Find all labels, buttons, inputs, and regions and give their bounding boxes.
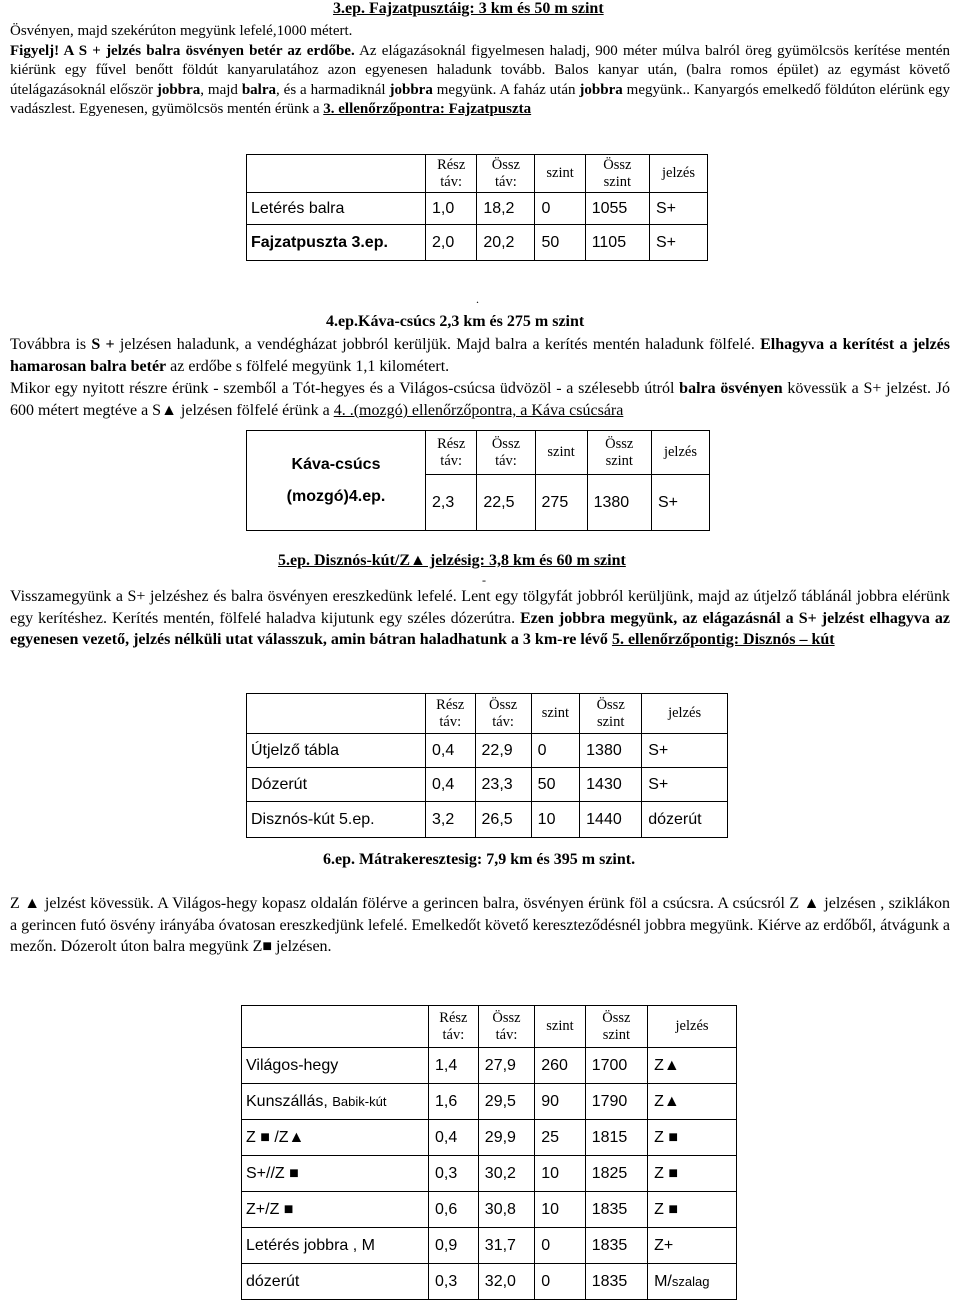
header-ossz: Össz táv: bbox=[477, 431, 535, 475]
cell-jelzes: Z ■ bbox=[648, 1120, 737, 1156]
table-header-row bbox=[247, 155, 708, 193]
cell-ossz: 22,9 bbox=[475, 734, 531, 768]
table-row bbox=[247, 734, 728, 768]
table-row bbox=[242, 1048, 737, 1084]
cell-ossz: 20,2 bbox=[477, 225, 535, 261]
section-4-bold: Elhagyva a kerítést a jelzés hamarosan balra betér bbox=[10, 336, 951, 375]
cell-osszszint: 1835 bbox=[585, 1228, 647, 1264]
cell-name: Disznós-kút 5.ep. bbox=[247, 802, 426, 838]
section-4-text-part: kövessük a S+ jelzést. Jó 600 métert megtéve a S▲ jelzésen fölfelé érünk a bbox=[10, 380, 950, 419]
cell-jelzes: S+ bbox=[642, 768, 728, 802]
cell-szint: 25 bbox=[535, 1120, 585, 1156]
cell-name: Z ■ /Z▲ bbox=[242, 1120, 429, 1156]
cell-ossz: 23,3 bbox=[475, 768, 531, 802]
cell-ossz: 29,9 bbox=[478, 1120, 534, 1156]
cell-name: Útjelző tábla bbox=[247, 734, 426, 768]
cell-resz: 0,4 bbox=[426, 734, 476, 768]
table-row bbox=[242, 1156, 737, 1192]
cell-jelzes: dózerút bbox=[642, 802, 728, 838]
cell-osszszint: 1700 bbox=[585, 1048, 647, 1084]
cell-szint: 50 bbox=[531, 768, 579, 802]
cell-resz: 3,2 bbox=[426, 802, 476, 838]
cell-jelzes: M/szalag bbox=[648, 1264, 737, 1300]
section-3-checkpoint: 3. ellenőrzőpontra: Fajzatpuszta bbox=[323, 101, 532, 117]
table-row bbox=[247, 193, 708, 225]
section-4-text-part: jelzésen haladunk, a vendégházat jobbról kerüljük. Majd balra a kerítés mentén haladunk fölfelé. bbox=[114, 336, 761, 353]
section-3-jobbra: jobbra bbox=[389, 81, 433, 98]
section-3-text-part: megyünk.. Kanyargós emelkedő földúton elérünk egy vadászlest. Egyenesen, gyümölcsös mentén érünk a bbox=[10, 81, 951, 117]
cell-jelzes: Z▲ bbox=[648, 1048, 737, 1084]
section-4-text-part: Mikor egy nyitott részre érünk - szemből a Tót-hegyes és a Világos-csúcsa üdvözöl - a szélesebb útról bbox=[10, 380, 680, 397]
header-osszszint: Össz szint bbox=[585, 155, 649, 193]
cell-jelzes: S+ bbox=[642, 734, 728, 768]
table-row bbox=[247, 768, 728, 802]
cell-osszszint: 1055 bbox=[585, 193, 649, 225]
cell-name: Letérés balra bbox=[247, 193, 426, 225]
cell-szint: 0 bbox=[535, 1228, 585, 1264]
cell-ossz: 18,2 bbox=[477, 193, 535, 225]
cell-resz: 0,4 bbox=[426, 768, 476, 802]
section-5-heading: 5.ep. Disznós-kút/Z▲ jelzésig: 3,8 km és 60 m szint bbox=[278, 552, 626, 569]
cell-jelzes: S+ bbox=[651, 475, 709, 531]
header-resz: Rész táv: bbox=[426, 694, 476, 734]
table-disznos-kut bbox=[246, 693, 728, 838]
table-row bbox=[242, 1120, 737, 1156]
section-5-checkpoint: 5. ellenőrzőpontig: Disznós – kút bbox=[611, 631, 835, 648]
section-3-balra: balra bbox=[241, 81, 276, 98]
table-row bbox=[247, 225, 708, 261]
cell-name: Kunszállás, Babik-kút bbox=[242, 1084, 429, 1120]
cell-resz: 0,6 bbox=[429, 1192, 479, 1228]
section-4-text-part: az erdőbe s fölfelé megyünk 1,1 kilométert. bbox=[166, 358, 450, 375]
cell-resz: 0,4 bbox=[429, 1120, 479, 1156]
header-szint: szint bbox=[535, 155, 585, 193]
section-4-heading: 4.ep.Káva-csúcs 2,3 km és 275 m szint bbox=[326, 313, 585, 330]
header-osszszint: Össz szint bbox=[585, 1006, 647, 1048]
section-4-checkpoint: 4. .(mozgó) ellenőrzőpontra, a Káva csúcsára bbox=[333, 402, 624, 419]
cell-szint: 10 bbox=[535, 1192, 585, 1228]
cell-ossz: 29,5 bbox=[478, 1084, 534, 1120]
header-jelzes: jelzés bbox=[642, 694, 728, 734]
cell-jelzes: Z▲ bbox=[648, 1084, 737, 1120]
cell-osszszint: 1835 bbox=[585, 1192, 647, 1228]
cell-osszszint: 1825 bbox=[585, 1156, 647, 1192]
cell-szint: 0 bbox=[531, 734, 579, 768]
section-6-heading: 6.ep. Mátrakeresztesig: 7,9 km és 395 m szint. bbox=[323, 851, 636, 868]
cell-osszszint: 1430 bbox=[580, 768, 642, 802]
cell-ossz: 27,9 bbox=[478, 1048, 534, 1084]
header-ossz: Össz táv: bbox=[475, 694, 531, 734]
cell-name: Z+/Z ■ bbox=[242, 1192, 429, 1228]
table-row bbox=[247, 802, 728, 838]
section-3-text-part: , és a harmadiknál bbox=[276, 81, 390, 98]
cell-szint: 10 bbox=[535, 1156, 585, 1192]
cell-ossz: 30,8 bbox=[478, 1192, 534, 1228]
section-3-text-part: , majd bbox=[200, 81, 242, 98]
cell-szint: 275 bbox=[535, 475, 587, 531]
table-row bbox=[242, 1228, 737, 1264]
cell-jelzes: Z+ bbox=[648, 1228, 737, 1264]
section-5-text bbox=[10, 586, 950, 651]
cell-szint: 260 bbox=[535, 1048, 585, 1084]
cell-osszszint: 1380 bbox=[580, 734, 642, 768]
cell-szint: 10 bbox=[531, 802, 579, 838]
cell-ossz: 22,5 bbox=[477, 475, 535, 531]
cell-szint: 90 bbox=[535, 1084, 585, 1120]
cell-resz: 1,4 bbox=[429, 1048, 479, 1084]
cell-resz: 2,0 bbox=[426, 225, 477, 261]
section-3-warning: Figyelj! A S + jelzés balra ösvényen betér az erdőbe. bbox=[10, 42, 355, 59]
cell-osszszint: 1380 bbox=[587, 475, 651, 531]
section-4-text-part: Továbbra is bbox=[10, 336, 92, 353]
table-matrakeresztes bbox=[241, 1005, 737, 1300]
header-osszszint: Össz szint bbox=[587, 431, 651, 475]
cell-ossz: 32,0 bbox=[478, 1264, 534, 1300]
cell-resz: 0,3 bbox=[429, 1156, 479, 1192]
table-fajzatpuszta bbox=[246, 154, 708, 261]
cell-resz: 0,9 bbox=[429, 1228, 479, 1264]
header-ossz: Össz táv: bbox=[477, 155, 535, 193]
section-3-para: Az elágazásoknál figyelmesen haladj, 900 méter múlva balról öreg gyümölcsös kerítése mentén kiérünk egy fűvel benőtt földút kanyarulatához azon egyenesen haladunk tovább. Balos kanyar után, (balra romos épület) az egymást követő útelágazásoknál először bbox=[10, 42, 950, 98]
cell-ossz: 26,5 bbox=[475, 802, 531, 838]
cell-ossz: 30,2 bbox=[478, 1156, 534, 1192]
header-szint: szint bbox=[535, 1006, 585, 1048]
stray-dash: - bbox=[482, 573, 486, 587]
cell-osszszint: 1105 bbox=[585, 225, 649, 261]
table-kava-csucs bbox=[246, 430, 710, 531]
header-szint: szint bbox=[535, 431, 587, 475]
section-3-jobbra: jobbra bbox=[156, 81, 201, 98]
cell-name: S+//Z ■ bbox=[242, 1156, 429, 1192]
cell-osszszint: 1835 bbox=[585, 1264, 647, 1300]
section-3-text-part: megyünk. A faház után bbox=[432, 81, 580, 98]
cell-resz: 1,0 bbox=[426, 193, 477, 225]
cell-jelzes: Z ■ bbox=[648, 1192, 737, 1228]
cell-name: dózerút bbox=[242, 1264, 429, 1300]
cell-resz: 1,6 bbox=[429, 1084, 479, 1120]
cell-osszszint: 1440 bbox=[580, 802, 642, 838]
cell-jelzes: S+ bbox=[649, 225, 707, 261]
section-5-bold: Ezen jobbra megyünk, az elágazásnál a S+ jelzést elhagyva az egyenesen vezető, jelzés nélküli utat válasszuk, amin bátran haladhatunk a 3 km-re lévő bbox=[10, 609, 951, 648]
cell-name: Káva-csúcs (mozgó)4.ep. bbox=[247, 431, 426, 531]
cell-szint: 50 bbox=[535, 225, 585, 261]
cell-szint: 0 bbox=[535, 193, 585, 225]
section-4-sign: S + bbox=[91, 336, 115, 353]
table-row bbox=[242, 1192, 737, 1228]
header-jelzes: jelzés bbox=[648, 1006, 737, 1048]
header-ossz: Össz táv: bbox=[478, 1006, 534, 1048]
cell-szint: 0 bbox=[535, 1264, 585, 1300]
header-jelzes: jelzés bbox=[651, 431, 709, 475]
cell-name: Világos-hegy bbox=[242, 1048, 429, 1084]
table-row bbox=[242, 1084, 737, 1120]
cell-resz: 2,3 bbox=[426, 475, 477, 531]
section-4-text bbox=[10, 334, 950, 422]
header-szint: szint bbox=[531, 694, 579, 734]
cell-name: Letérés jobbra , M bbox=[242, 1228, 429, 1264]
cell-ossz: 31,7 bbox=[478, 1228, 534, 1264]
section-5-text-part: Visszamegyünk a S+ jelzéshez és balra ösvényen ereszkedünk lefelé. Lent egy tölgyfát jobbról kerüljünk, majd az útjelző táblánál jobbra elérünk egy kerítéshez. Kerítés mentén, fölfelé haladva kijutunk egy széles dózerútra. bbox=[10, 588, 950, 627]
cell-resz: 0,3 bbox=[429, 1264, 479, 1300]
section-6-text bbox=[10, 893, 950, 958]
cell-osszszint: 1815 bbox=[585, 1120, 647, 1156]
table-row bbox=[242, 1264, 737, 1300]
table-header-row bbox=[247, 694, 728, 734]
section-3-line1: Ösvényen, majd szekérúton megyünk lefelé,1000 métert. bbox=[10, 23, 353, 39]
header-jelzes: jelzés bbox=[649, 155, 707, 193]
table-header-row bbox=[247, 431, 710, 475]
section-3-text bbox=[10, 22, 950, 120]
cell-osszszint: 1790 bbox=[585, 1084, 647, 1120]
header-resz: Rész táv: bbox=[429, 1006, 479, 1048]
section-6-para: Z ▲ jelzést kövessük. A Világos-hegy kopasz oldalán fölérve a gerincen balra, ösvényen érünk föl a csúcsra. A csúcsról Z ▲ jelzésen , sziklákon a gerincen futó ösvény irányába óvatosan ereszkedjünk lefelé. Emelkedőt követő kereszteződésnél jobbra megyünk. Kiérve az erdőből, átvágunk a mezőn. Dózerolt úton balra megyünk Z■ jelzésen. bbox=[10, 895, 950, 955]
header-resz: Rész táv: bbox=[426, 155, 477, 193]
section-3-jobbra: jobbra bbox=[579, 81, 623, 98]
section-4-bold: balra ösvényen bbox=[679, 380, 783, 397]
table-header-row bbox=[242, 1006, 737, 1048]
header-resz: Rész táv: bbox=[426, 431, 477, 475]
cell-name: Fajzatpuszta 3.ep. bbox=[247, 225, 426, 261]
header-osszszint: Össz szint bbox=[580, 694, 642, 734]
section-3-heading: 3.ep. Fajzatpusztáig: 3 km és 50 m szint bbox=[333, 0, 604, 17]
cell-jelzes: S+ bbox=[649, 193, 707, 225]
stray-dot: . bbox=[476, 292, 479, 306]
cell-name: Dózerút bbox=[247, 768, 426, 802]
cell-jelzes: Z ■ bbox=[648, 1156, 737, 1192]
